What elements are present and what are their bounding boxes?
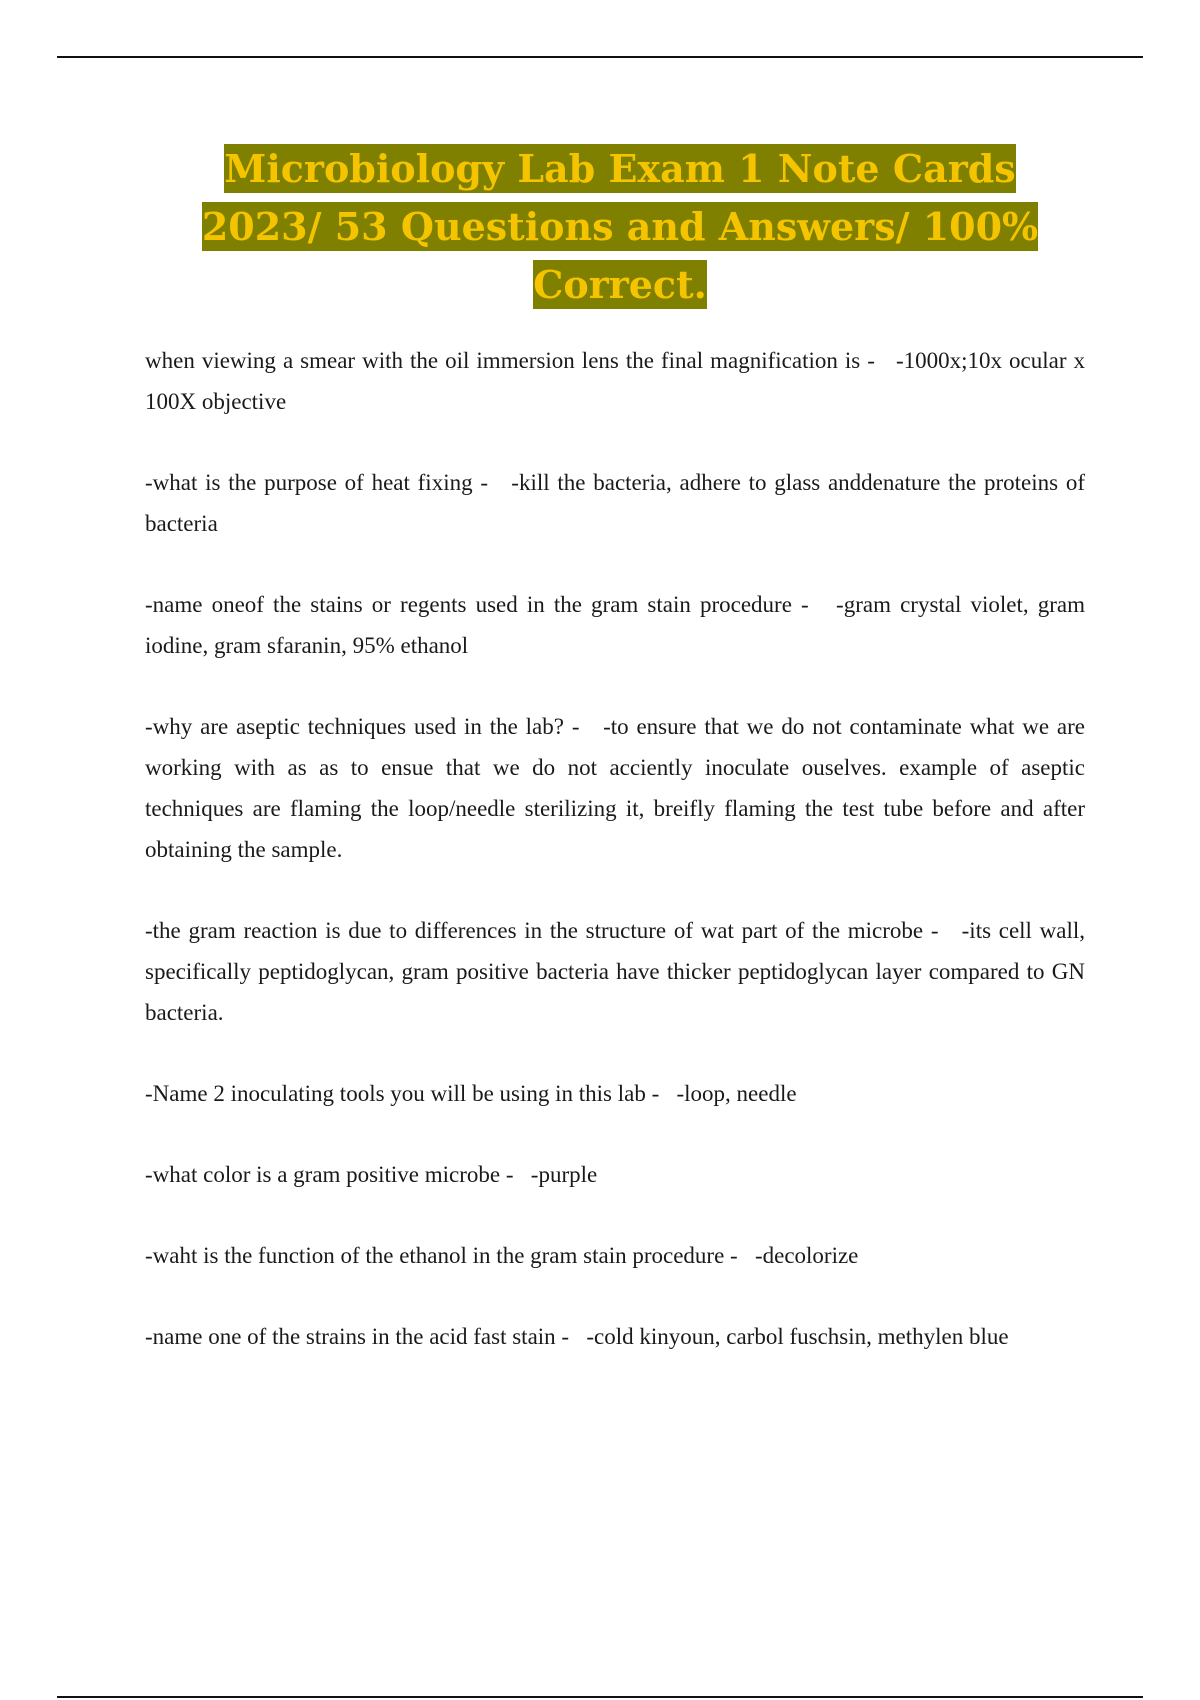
answer-text: -loop, needle xyxy=(676,1081,797,1106)
bottom-rule xyxy=(57,1696,1143,1698)
title-line-3: Correct. xyxy=(533,262,707,307)
top-rule xyxy=(57,56,1143,58)
answer-text: -its cell wall, specifically peptidoglycan, gram positive bacteria have thicker peptidoglycan layer compared to GN bacteria. xyxy=(145,918,1085,1025)
question-text: -waht is the function of the ethanol in the gram stain procedure - xyxy=(145,1243,738,1268)
answer-text: -cold kinyoun, carbol fuschsin, methylen blue xyxy=(586,1324,1009,1349)
question-text: -Name 2 inoculating tools you will be using in this lab - xyxy=(145,1081,660,1106)
answer-text: -decolorize xyxy=(754,1243,859,1268)
answer-text: -gram crystal violet, gram iodine, gram sfaranin, 95% ethanol xyxy=(145,592,1085,658)
qa-list xyxy=(145,340,1085,1397)
question-text: -what color is a gram positive microbe - xyxy=(145,1162,514,1187)
qa-entry xyxy=(145,584,1085,666)
question-text: -name oneof the stains or regents used in the gram stain procedure - xyxy=(145,592,809,617)
question-text: -name one of the strains in the acid fast stain - xyxy=(145,1324,570,1349)
answer-text: -1000x;10x ocular x 100X objective xyxy=(145,348,1085,414)
answer-text: -purple xyxy=(530,1162,598,1187)
qa-entry xyxy=(145,1154,1085,1195)
question-text: -what is the purpose of heat fixing - xyxy=(145,470,489,495)
title-line-1: Microbiology Lab Exam 1 Note Cards xyxy=(224,146,1016,191)
qa-entry xyxy=(145,1316,1085,1357)
question-text: -why are aseptic techniques used in the lab? - xyxy=(145,714,580,739)
qa-entry xyxy=(145,1073,1085,1114)
qa-entry xyxy=(145,706,1085,870)
answer-text: -to ensure that we do not contaminate what we are working with as as to ensue that we do not acciently inoculate ouselves. example of aseptic techniques are flaming the loop/needle sterilizing it, breifly flaming the test tube before and after obtaining the sample. xyxy=(145,714,1085,862)
qa-entry xyxy=(145,1235,1085,1276)
question-text: when viewing a smear with the oil immersion lens the final magnification is - xyxy=(145,348,875,373)
qa-entry xyxy=(145,340,1085,422)
qa-entry xyxy=(145,462,1085,544)
document-title xyxy=(140,140,1100,314)
question-text: -the gram reaction is due to differences in the structure of wat part of the microbe - xyxy=(145,918,939,943)
qa-entry xyxy=(145,910,1085,1033)
title-line-2: 2023/ 53 Questions and Answers/ 100% xyxy=(201,204,1039,249)
answer-text: -kill the bacteria, adhere to glass anddenature the proteins of bacteria xyxy=(145,470,1085,536)
